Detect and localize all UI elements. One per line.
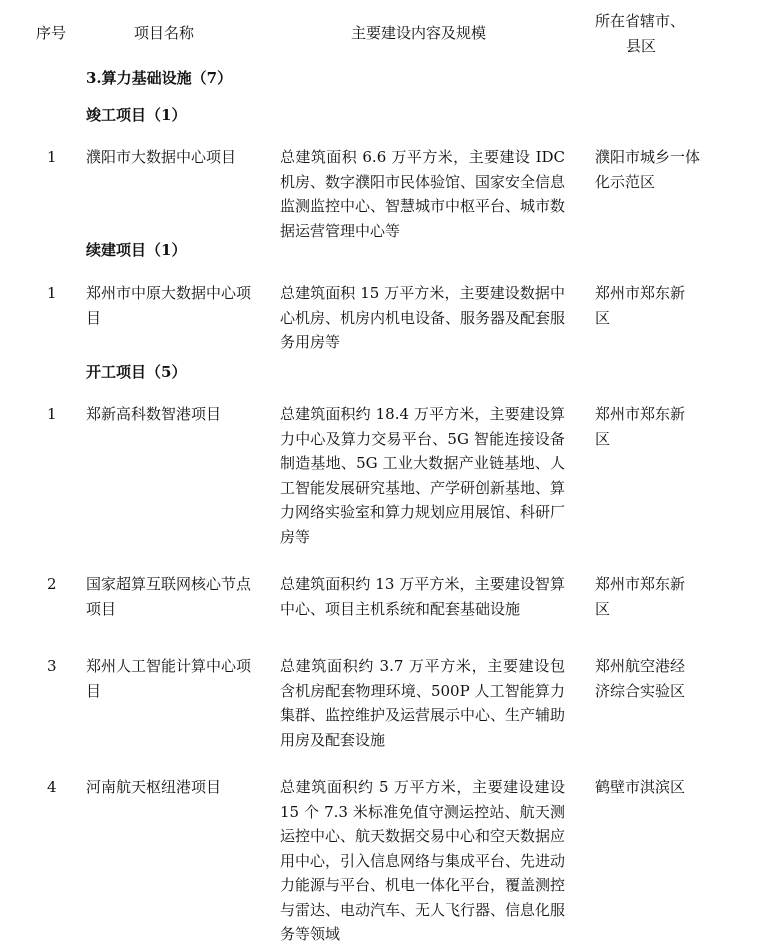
row-index: 1 <box>47 405 57 423</box>
header-name: 项目名称 <box>134 24 195 42</box>
row-index: 1 <box>47 148 57 166</box>
row-content: 总建筑面积约 5 万平方米，主要建设建设 15 个 7.3 米标准免值守测运控站、航天测运控中心、航天数据交易中心和空天数据应用中心，引入信息网络与集成平台、先进动力能源与平台、机电一体化平台，覆盖测控与雷达、电动汽车、无人飞行器、信息化服务等领域 <box>280 778 566 943</box>
row-name: 河南航天枢纽港项目 <box>86 778 222 796</box>
row-content: 总建筑面积 15 万平方米，主要建设数据中心机房、机房内机电设备、服务器及配套服务用房等 <box>280 284 566 351</box>
row-content: 总建筑面积约 3.7 万平方米，主要建设包含机房配套物理环境、500P 人工智能算力集群、监控维护及运营展示中心、生产辅助用房及配套设施 <box>280 657 566 749</box>
row-index: 4 <box>47 778 57 796</box>
row-location: 郑州市郑东新区 <box>595 284 686 327</box>
section-title-completed: 竣工项目（1） <box>86 106 187 124</box>
section-title-starting: 开工项目（5） <box>86 363 187 381</box>
row-location: 濮阳市城乡一体化示范区 <box>595 148 701 191</box>
row-content: 总建筑面积约 18.4 万平方米，主要建设算力中心及算力交易平台、5G 智能连接设备制造基地、5G 工业大数据产业链基地、人工智能发展研究基地、产学研创新基地、算力网络实验室和算力规划应用展馆、科研厂房等 <box>280 405 566 546</box>
row-index: 2 <box>47 575 57 593</box>
row-name: 郑州市中原大数据中心项目 <box>86 284 252 327</box>
row-index: 1 <box>47 284 57 302</box>
row-location: 郑州航空港经济综合实验区 <box>595 657 686 700</box>
header-location-line1: 所在省辖市、 <box>595 12 686 30</box>
row-location: 鹤壁市淇滨区 <box>595 778 686 796</box>
row-index: 3 <box>47 657 57 675</box>
row-content: 总建筑面积 6.6 万平方米，主要建设 IDC 机房、数字濮阳市民体验馆、国家安全信息监测监控中心、智慧城市中枢平台、城市数据运营管理中心等 <box>280 148 566 240</box>
row-content: 总建筑面积约 13 万平方米，主要建设智算中心、项目主机系统和配套基础设施 <box>280 575 565 618</box>
row-location: 郑州市郑东新区 <box>595 575 686 618</box>
row-location: 郑州市郑东新区 <box>595 405 686 448</box>
section-title-continuing: 续建项目（1） <box>86 241 187 259</box>
row-name: 国家超算互联网核心节点项目 <box>86 575 252 618</box>
row-name: 濮阳市大数据中心项目 <box>86 148 237 166</box>
row-name: 郑州人工智能计算中心项目 <box>86 657 252 700</box>
row-name: 郑新高科数智港项目 <box>86 405 222 423</box>
header-location-line2: 县区 <box>626 37 657 55</box>
category-title: 3.算力基础设施（7） <box>86 69 233 87</box>
header-content: 主要建设内容及规模 <box>351 24 487 42</box>
header-index: 序号 <box>36 24 67 42</box>
